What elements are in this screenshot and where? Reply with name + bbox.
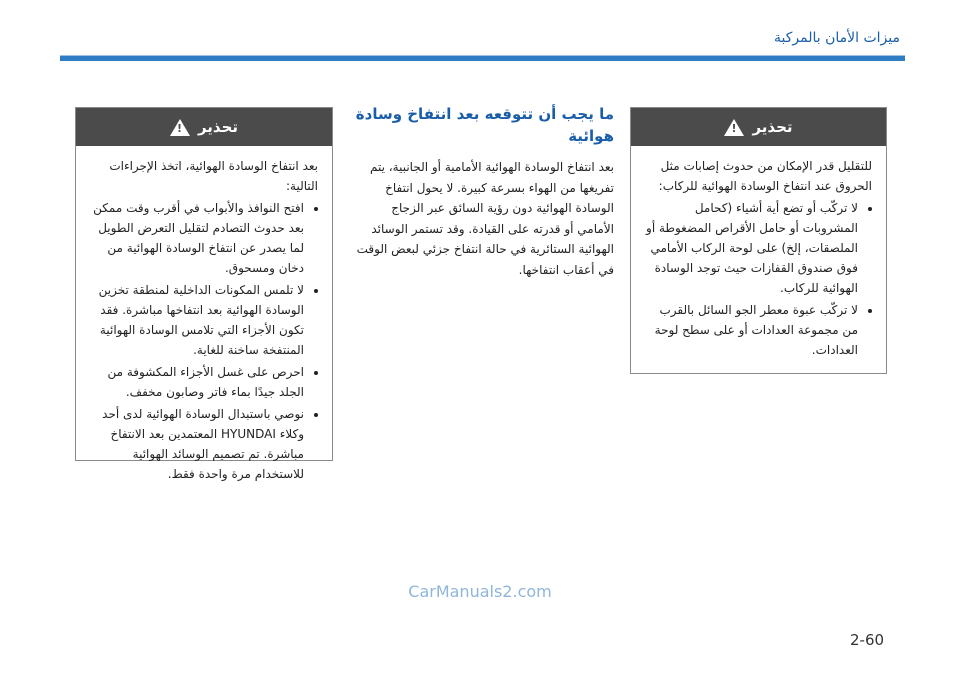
list-item: • ﻧﻮﺻﻲ ﺑﺎﺳﺘﺒﺪال اﻟﻮﺳﺎدة اﻟﻬﻮاﺋﻴﺔ ﻟﺪى أﺣﺪ وﻛﻼء HYUNDAI اﻟﻤﻌﺘﻤﺪﻳﻦ ﺑﻌﺪ اﻻﻧﺘﻔﺎخ ﻣﺒﺎﺷﺮة. ﺗﻢ ﺗﺼﻤﻴﻢ اﻟﻮﺳﺎﺋﺪ اﻟﻬﻮاﺋﻴﺔ ﻟﻼﺳﺘﺨﺪام ﻣﺮة واﺣﺪة ﻓﻘﻂ. [90, 404, 304, 484]
watermark[interactable]: CarManuals2.com [408, 582, 552, 601]
middle-section [352, 103, 614, 280]
warning-icon [170, 119, 190, 136]
warning-box-left [75, 107, 333, 481]
list-item: • ﻻ ﺗﺮﻛّﺐ أو ﺗﻀﻊ أﻳﺔ أﺷﻴﺎء (ﻛﺤﺎﻣﻞ اﻟﻤﺸﺮوﺑﺎت أو ﺣﺎﻣﻞ اﻷﻗﺮاص اﻟﻤﻀﻐﻮﻃﺔ أو اﻟﻤﻠﺼﻘﺎت، إﻟﺦ) ﻋﻠﻰ ﻟﻮﺣﺔ اﻟﺮﻛﺎب اﻷﻣﺎﻣﻲ ﻓﻮق ﺻﻨﺪوق اﻟﻘﻔﺎزات ﺣﻴﺚ ﺗﻮﺟﺪ اﻟﻮﺳﺎدة اﻟﻬﻮاﺋﻴﺔ ﻟﻠﺮﻛﺎب. [645, 198, 858, 298]
warning-box-left-list [90, 198, 318, 484]
warning-box-left-body [76, 146, 332, 496]
warning-box-right-list [645, 198, 872, 360]
page-number: 2-60 [850, 631, 885, 649]
header-title: ﻣﻴﺰات اﻷﻣﺎن ﺑﺎﻟﻤﺮﻛﺒﺔ [774, 30, 900, 46]
warning-box-right-header [631, 108, 886, 146]
section-title: ﻣﺎ ﻳﺠﺐ أن ﺗﺘﻮﻗﻌﻪ ﺑﻌﺪ اﻧﺘﻔﺎخ وﺳﺎدة ﻫﻮاﺋﻴﺔ [355, 105, 614, 145]
warning-box-right-body [631, 146, 886, 372]
header-rule [60, 56, 905, 61]
list-item: • اﺣﺮص ﻋﻠﻰ ﻏﺴﻞ اﻷﺟﺰاء اﻟﻤﻜﺸﻮﻓﺔ ﻣﻦ اﻟﺠﻠﺪ ﺟﻴﺪًا بماء فاتر وصابون مخفف. [90, 362, 304, 402]
warning-box-left-header [76, 108, 332, 146]
list-item: • ﻻ ﺗﻠﻤﺲ اﻟﻤﻜﻮﻧﺎت اﻟﺪاﺧﻠﻴﺔ ﻟﻤﻨﻄﻘﺔ ﺗﺨﺰﻳﻦ اﻟﻮﺳﺎدة اﻟﻬﻮاﺋﻴﺔ ﺑﻌﺪ اﻧﺘﻔﺎﺧﻬﺎ ﻣﺒﺎﺷﺮة. ﻓﻘﺪ ﺗﻜﻮن اﻷﺟﺰاء اﻟﺘﻲ ﺗﻼﻣﺲ اﻟﻮﺳﺎدة اﻟﻬﻮاﺋﻴﺔ اﻟﻤﻨﺘﻔﺨﺔ ﺳﺎﺧﻨﺔ ﻟﻠﻐﺎﻳﺔ. [90, 280, 304, 360]
list-item: • ﻻ ﺗﺮﻛّﺐ ﻋﺒﻮة ﻣﻌﻄﺮ اﻟﺠﻮ اﻟﺴﺎﺋﻞ ﺑﺎﻟﻘﺮب ﻣﻦ ﻣﺠﻤﻮﻋﺔ اﻟﻌﺪادات أو ﻋﻠﻰ ﺳﻄﺢ ﻟﻮﺣﺔ اﻟﻌﺪادات. [645, 300, 858, 360]
warning-box-right-title: ﺗﺤﺬﻳﺮ [752, 118, 793, 136]
warning-box-left-intro: ﺑﻌﺪ اﻧﺘﻔﺎخ اﻟﻮﺳﺎدة اﻟﻬﻮاﺋﻴﺔ، اﺗﺨﺬ اﻹﺟﺮاءات اﻟﺘﺎﻟﻴﺔ: [109, 159, 318, 193]
list-item: • اﻓﺘﺢ اﻟﻨﻮاﻓﺬ واﻷﺑﻮاب ﻓﻲ أﻗﺮب وﻗﺖ ﻣﻤﻜﻦ ﺑﻌﺪ ﺣﺪوث اﻟﺘﺼﺎدم ﻟﺘﻘﻠﻴﻞ اﻟﺘﻌﺮض اﻟﻄﻮﻳﻞ ﻟﻤﺎ ﻳﺼﺪر ﻋﻦ اﻧﺘﻔﺎخ اﻟﻮﺳﺎدة اﻟﻬﻮاﺋﻴﺔ ﻣﻦ دﺧﺎن ومسحوق. [90, 198, 304, 278]
warning-icon [724, 119, 744, 136]
section-body: ﺑﻌﺪ اﻧﺘﻔﺎخ اﻟﻮﺳﺎدة اﻟﻬﻮاﺋﻴﺔ اﻷﻣﺎﻣﻴﺔ أو اﻟﺠﺎﻧﺒﻴﺔ، ﻳﺘﻢ ﺗﻔﺮﻳﻐﻬﺎ ﻣﻦ اﻟﻬﻮاء ﺑﺴﺮﻋﺔ ﻛﺒﻴﺮة. ﻻ ﻳﺤﻮل اﻧﺘﻔﺎخ اﻟﻮﺳﺎدة اﻟﻬﻮاﺋﻴﺔ دون رؤﻳﺔ اﻟﺴﺎﺋﻖ ﻋﺒﺮ اﻟﺰﺟﺎج اﻷﻣﺎﻣﻲ أو ﻗﺪرﺗﻪ ﻋﻠﻰ اﻟﻘﻴﺎدة. وﻗﺪ ﺗﺴﺘﻤﺮ اﻟﻮﺳﺎﺋﺪ اﻟﻬﻮاﺋﻴﺔ اﻟﺴﺘﺎﺋﺮﻳﺔ ﻓﻲ ﺣﺎﻟﺔ اﻧﺘﻔﺎخ ﺟﺰﺋﻲ ﻟﺒﻌﺾ اﻟﻮﻗﺖ ﻓﻲ أﻋﻘﺎب اﻧﺘﻔﺎﺧﻬﺎ. [356, 160, 614, 277]
warning-box-right [630, 107, 887, 374]
warning-box-right-intro: ﻟﻠﺘﻘﻠﻴﻞ ﻗﺪر اﻹﻣﻜﺎن ﻣﻦ ﺣﺪوث إﺻﺎﺑﺎت ﻣﺜﻞ اﻟﺤﺮوق ﻋﻨﺪ اﻧﺘﻔﺎخ اﻟﻮﺳﺎدة اﻟﻬﻮاﺋﻴﺔ ﻟﻠﺮﻛﺎب: [658, 159, 872, 193]
warning-box-left-title: ﺗﺤﺬﻳﺮ [197, 118, 239, 136]
